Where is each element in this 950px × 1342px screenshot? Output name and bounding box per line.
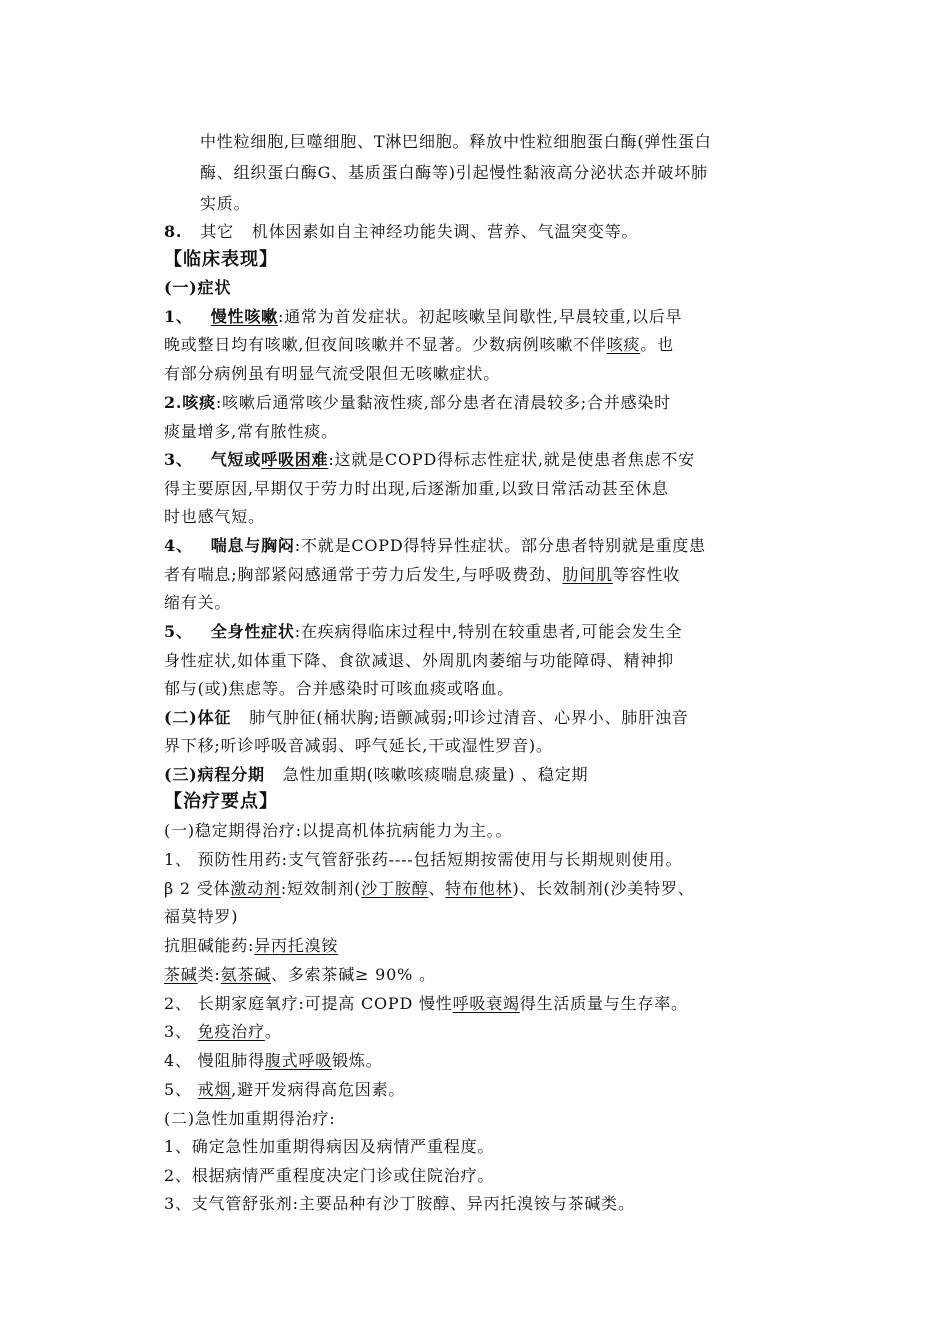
term-underlined: 呼吸衰竭: [452, 994, 520, 1013]
treatment-item-1: 1、 预防性用药:支气管舒张药----包括短期按需使用与长期规则使用。: [164, 850, 683, 869]
text-run: 4、 慢阻肺得: [164, 1051, 265, 1070]
theophylline-line: [164, 965, 436, 985]
text-run: 锻炼。: [332, 1051, 383, 1070]
item-number: 8.: [164, 222, 183, 241]
paragraph-line: 时也感气短。: [164, 507, 265, 526]
paragraph-line: 有部分病例虽有明显气流受限但无咳嗽症状。: [164, 364, 501, 383]
acute-item-1: 1、确定急性加重期得病因及病情严重程度。: [164, 1137, 495, 1156]
anticholinergic-line: [164, 936, 338, 956]
item-number: 1、: [164, 307, 193, 326]
term-underlined: 戒烟: [197, 1080, 232, 1099]
text-run: 类:: [197, 965, 221, 984]
text-run: )、长效制剂(沙美特罗、: [512, 879, 695, 898]
symptom-5: [164, 622, 682, 642]
item-number: 3、: [164, 450, 193, 469]
subheading-symptoms: (一)症状: [164, 278, 232, 297]
text-run: 3、: [164, 1022, 198, 1041]
symptom-text: :这就是COPD得标志性症状,就是使患者焦虑不安: [328, 450, 695, 469]
text-run: 、多索茶碱≥ 90% 。: [271, 965, 436, 984]
paragraph-line: 酶、组织蛋白酶G、基质蛋白酶等)引起慢性黏液高分泌状态并破坏肺: [200, 163, 708, 182]
term-underlined: 免疫治疗: [197, 1022, 265, 1041]
symptom-title-underlined: 呼吸困难: [261, 450, 329, 469]
paragraph-line: [164, 335, 674, 355]
paragraph-line: 得主要原因,早期仅于劳力时出现,后逐渐加重,以致日常活动甚至休息: [164, 479, 669, 498]
treatment-acute: (二)急性加重期得治疗:: [164, 1109, 336, 1128]
term-underlined: 激动剂: [230, 879, 281, 898]
treatment-item-5: [164, 1080, 405, 1100]
text-run: 抗胆碱能药:: [164, 936, 255, 955]
symptom-title: 全身性症状: [210, 622, 295, 641]
term-underlined: 咳痰: [606, 335, 641, 354]
item-title: 其它: [200, 222, 234, 241]
treatment-stable: (一)稳定期得治疗:以提高机体抗病能力为主。。: [164, 821, 513, 840]
symptom-1: [164, 307, 682, 327]
text-run: 、: [428, 879, 446, 898]
text-run: β 2 受体: [164, 879, 231, 898]
item-8: [164, 222, 638, 242]
symptom-title: 气短或: [210, 450, 262, 469]
symptom-text: :在疾病得临床过程中,特别在较重患者,可能会发生全: [294, 622, 683, 641]
text-run: :短效制剂(: [280, 879, 362, 898]
term-underlined: 沙丁胺醇: [361, 879, 429, 898]
term-underlined: 肋间肌: [562, 565, 613, 584]
text-run: 2、 长期家庭氧疗:可提高 COPD 慢性: [164, 994, 453, 1013]
signs: [164, 708, 689, 728]
item-number: 5、: [164, 622, 193, 641]
term-underlined: 茶碱: [164, 965, 198, 984]
symptom-4: [164, 536, 706, 556]
course: [164, 765, 588, 785]
symptom-2: [164, 393, 671, 413]
term-underlined: 特布他林: [445, 879, 513, 898]
treatment-item-2: [164, 994, 688, 1014]
symptom-text: :通常为首发症状。初起咳嗽呈间歇性,早晨较重,以后早: [277, 307, 683, 326]
paragraph-line: 痰量增多,常有脓性痰。: [164, 422, 338, 441]
text-run: 者有喘息;胸部紧闷感通常于劳力后发生,与呼吸费劲、: [164, 565, 563, 584]
paragraph-line: 中性粒细胞,巨噬细胞、T淋巴细胞。释放中性粒细胞蛋白酶(弹性蛋白: [200, 132, 712, 151]
paragraph-line: 福莫特罗): [164, 907, 239, 926]
paragraph-line: 缩有关。: [164, 593, 232, 612]
treatment-item-3: [164, 1022, 282, 1042]
subheading-course: (三)病程分期: [164, 765, 265, 784]
symptom-title: 2.咳痰: [164, 393, 216, 412]
symptom-text: :不就是COPD得特异性症状。部分患者特别就是重度患: [294, 536, 706, 555]
paragraph-line: 身性症状,如体重下降、食欲减退、外周肌肉萎缩与功能障碍、精神抑: [164, 651, 674, 670]
text-run: 晚或整日均有咳嗽,但夜间咳嗽并不显著。少数病例咳嗽不伴: [164, 335, 607, 354]
paragraph-line: [164, 565, 680, 585]
text-run: 5、: [164, 1080, 198, 1099]
paragraph-line: 界下移;听诊呼吸音减弱、呼气延长,干或湿性罗音)。: [164, 736, 553, 755]
symptom-3: [164, 450, 695, 470]
beta-agonist-line: [164, 879, 695, 899]
text-run: ,避开发病得高危因素。: [231, 1080, 406, 1099]
term-underlined: 氨茶碱: [220, 965, 272, 984]
text-run: 等容性收: [612, 565, 681, 584]
paragraph-line: 郁与(或)焦虑等。合并感染时可咳血痰或咯血。: [164, 679, 515, 698]
symptom-text: :咳嗽后通常咳少量黏液性痰,部分患者在清晨较多;合并感染时: [215, 393, 671, 412]
term-underlined: 腹式呼吸: [264, 1051, 333, 1070]
text-run: 。: [264, 1022, 282, 1041]
text-run: 。也: [640, 335, 674, 354]
item-number: 4、: [164, 536, 193, 555]
symptom-title: 喘息与胸闷: [210, 536, 295, 555]
text-run: 得生活质量与生存率。: [519, 994, 688, 1013]
symptom-title: 慢性咳嗽: [210, 307, 278, 326]
paragraph-line: 实质。: [200, 194, 251, 213]
term-underlined: 异丙托溴铵: [254, 936, 339, 955]
section-heading-clinical: 【临床表现】: [164, 249, 278, 270]
treatment-item-4: [164, 1051, 382, 1071]
subheading-signs: (二)体征: [164, 708, 232, 727]
course-text: 急性加重期(咳嗽咳痰喘息痰量) 、稳定期: [282, 765, 589, 784]
signs-text: 肺气肿征(桶状胸;语颤减弱;叩诊过清音、心界小、肺肝浊音: [249, 708, 689, 727]
item-text: 机体因素如自主神经功能失调、营养、气温突变等。: [251, 222, 639, 241]
acute-item-2: 2、根据病情严重程度决定门诊或住院治疗。: [164, 1166, 495, 1185]
section-heading-treatment: 【治疗要点】: [164, 791, 278, 812]
acute-item-3: 3、支气管舒张剂:主要品种有沙丁胺醇、异丙托溴铵与茶碱类。: [164, 1194, 635, 1213]
